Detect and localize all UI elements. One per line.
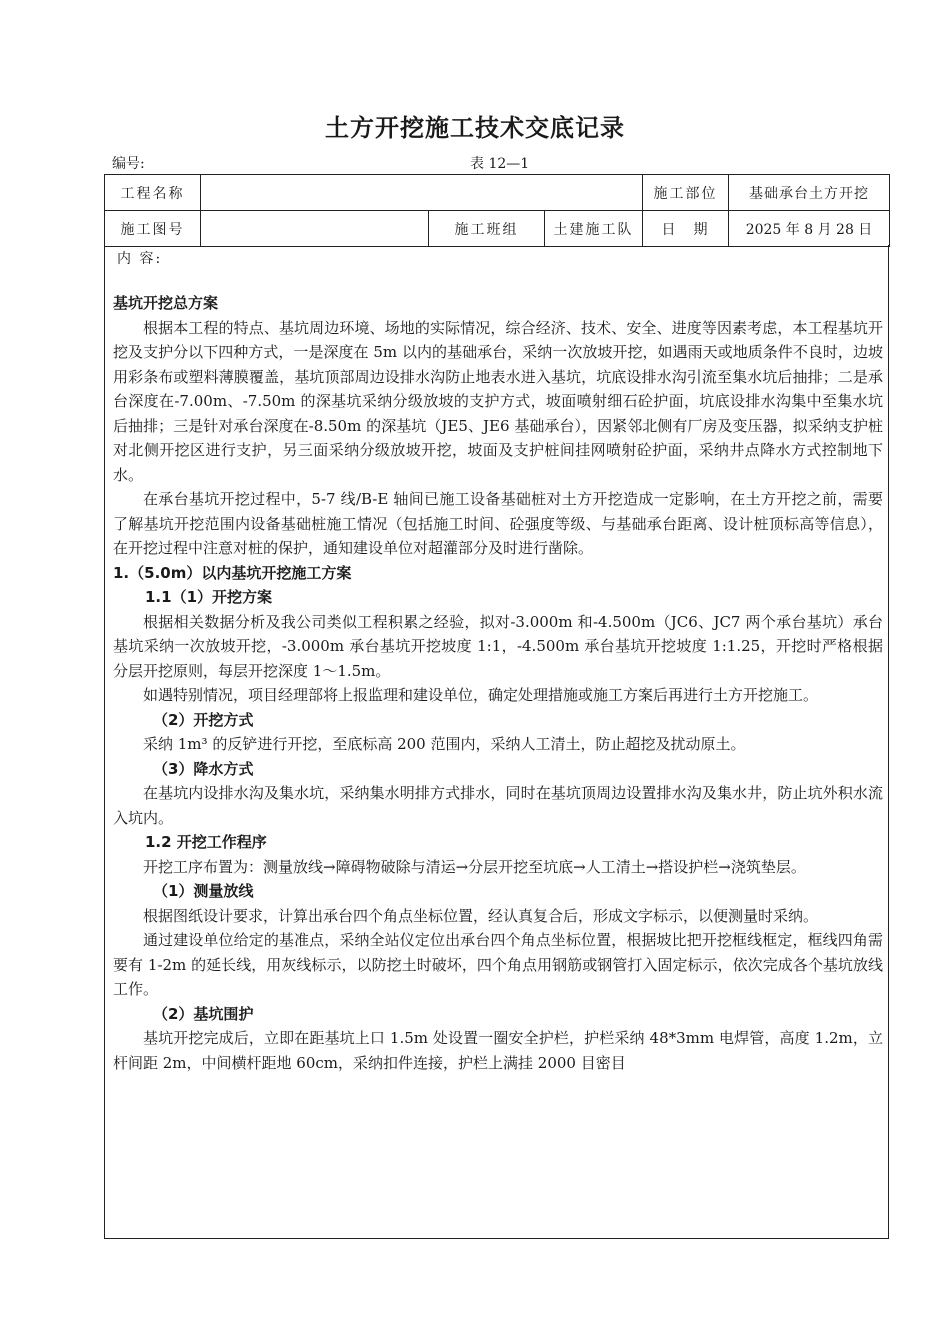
document-title: 土方开挖施工技术交底记录	[325, 113, 625, 142]
content-body	[113, 291, 883, 1075]
overall-title: 基坑开挖总方案	[113, 294, 219, 312]
location-value: 基础承台土方开挖	[729, 175, 890, 211]
team-value: 土建施工队	[545, 211, 643, 247]
number-label: 编号:	[112, 156, 145, 172]
table-label: 表 12—1	[470, 156, 530, 172]
section-1-2-title: 1.2 开挖工作程序	[145, 833, 267, 851]
section-2-title: （2）开挖方式	[153, 710, 254, 729]
section-1-title: 1.（5.0m）以内基坑开挖施工方案	[113, 563, 352, 582]
content-box	[104, 245, 889, 1239]
location-label: 施工部位	[643, 175, 729, 211]
content-label: 内 容:	[117, 251, 163, 267]
date-value: 2025 年 8 月 28 日	[729, 211, 890, 247]
date-label: 日 期	[643, 211, 729, 247]
section-1-1-title: 1.1（1）开挖方案	[145, 588, 273, 606]
section-2-paragraph: 采纳 1m³ 的反铲进行开挖，至底标高 200 范围内，采纳人工清土，防止超挖及扰动原土。	[143, 735, 746, 753]
enclosure-paragraph: 基坑开挖完成后，立即在距基坑上口 1.5m 处设置一圈安全护栏，护栏采纳 48*3mm 电焊管，高度 1.2m，立杆间距 2m，中间横杆距地 60cm，采纳扣件连接，护栏上满挂 2000 目密目	[113, 1029, 883, 1072]
measure-paragraph-1: 根据图纸设计要求，计算出承台四个角点坐标位置，经认真复合后，形成文字标示，以便测量时采纳。	[143, 906, 819, 925]
header-row-1	[105, 175, 890, 211]
section-3-title: （3）降水方式	[153, 759, 254, 778]
header-table	[104, 174, 890, 247]
measure-title: （1）测量放线	[153, 882, 254, 900]
project-name-label: 工程名称	[105, 175, 201, 211]
header-row-2	[105, 211, 890, 247]
team-label: 施工班组	[429, 211, 545, 247]
project-name-value	[201, 175, 643, 211]
overall-paragraph-2: 在承台基坑开挖过程中，5-7 线/B-E 轴间已施工设备基础桩对土方开挖造成一定影响，在土方开挖之前，需要了解基坑开挖范围内设备基础桩施工情况（包括施工时间、砼强度等级、与基础承台距离、设计桩顶标高等信息），在开挖过程中注意对桩的保护，通知建设单位对超灌部分及时进行凿除。	[113, 490, 883, 557]
enclosure-title: （2）基坑围护	[153, 1004, 254, 1023]
section-1-1-paragraph-1: 根据相关数据分析及我公司类似工程积累之经验，拟对-3.000m 和-4.500m（JC6、JC7 两个承台基坑）承台基坑采纳一次放坡开挖，-3.000m 承台基坑开挖坡度 1:1，-4.500m 承台基坑开挖坡度 1:1.25，开挖时严格根据分层开挖原则，每层开挖深度 1～1.5m。	[113, 612, 883, 680]
overall-paragraph-1: 根据本工程的特点、基坑周边环境、场地的实际情况，综合经济、技术、安全、进度等因素考虑，本工程基坑开挖及支护分以下四种方式，一是深度在 5m 以内的基础承台，采纳一次放坡开挖，如遇雨天或地质条件不良时，边坡用彩条布或塑料薄膜覆盖，基坑顶部周边设排水沟防止地表水进入基坑，坑底设排水沟引流至集水坑后抽排；二是承台深度在-7.00m、-7.50m 的深基坑采纳分级放坡的支护方式，坡面喷射细石砼护面，坑底设排水沟集中至集水坑后抽排；三是针对承台深度在-8.50m 的深基坑（JE5、JE6 基础承台），因紧邻北侧有厂房及变压器，拟采纳支护桩对北侧开挖区进行支护，另三面采纳分级放坡开挖，坡面及支护桩间挂网喷射砼护面，采纳井点降水方式控制地下水。	[113, 318, 883, 484]
section-1-1-paragraph-2: 如遇特别情况，项目经理部将上报监理和建设单位，确定处理措施或施工方案后再进行土方开挖施工。	[143, 686, 819, 704]
measure-paragraph-2: 通过建设单位给定的基准点，采纳全站仪定位出承台四个角点坐标位置，根据坡比把开挖框线框定，框线四角需要有 1-2m 的延长线，用灰线标示，以防挖土时破坏，四个角点用钢筋或钢管打入固定标示，依次完成各个基坑放线工作。	[113, 931, 883, 998]
drawing-value	[201, 211, 429, 247]
section-3-paragraph: 在基坑内设排水沟及集水坑，采纳集水明排方式排水，同时在基坑顶周边设置排水沟及集水井，防止坑外积水流入坑内。	[113, 784, 883, 827]
drawing-label: 施工图号	[105, 211, 201, 247]
section-1-2-paragraph: 开挖工序布置为：测量放线→障碍物破除与清运→分层开挖至坑底→人工清土→搭设护栏→浇筑垫层。	[143, 857, 806, 876]
